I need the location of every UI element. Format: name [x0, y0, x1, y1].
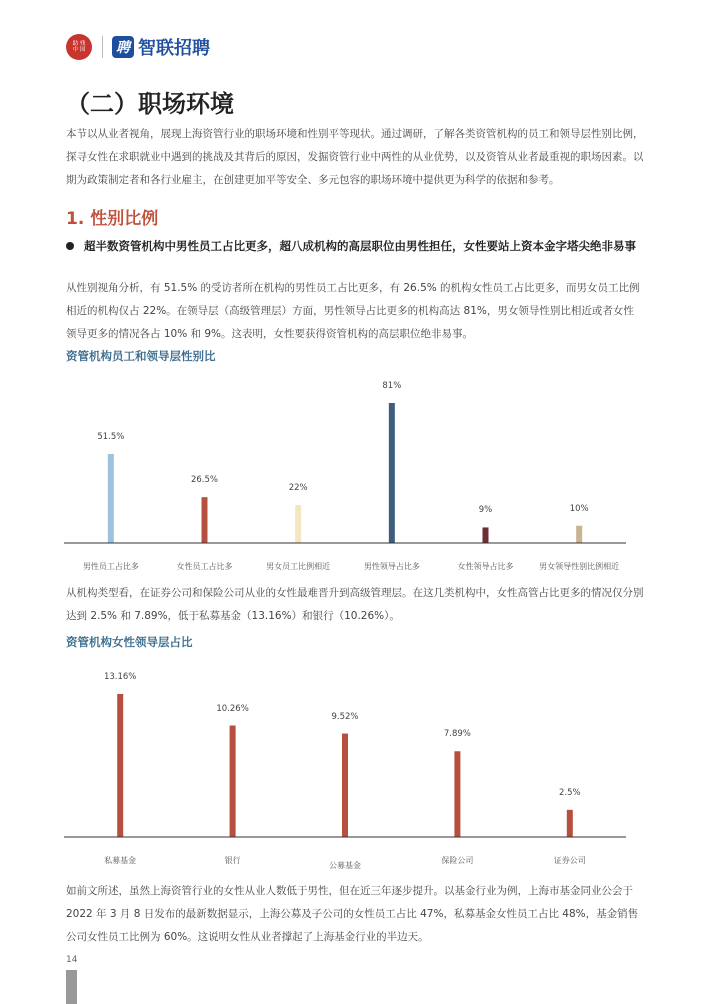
paragraph-3: 如前文所述，虽然上海资管行业的女性从业人数低于男性，但在近三年逐步提升。以基金行业为例，上海市基金同业公会于 2022 年 3 月 8 日发布的最新数据显示，上海公募及子公司的女性员工占比 47%，私募基金女性员工占比 48%，基金销售公司女性员工比例为 60%。这说明女性从业者撑起了上海基金行业的半边天。: [66, 885, 639, 943]
bar-value-label: 7.89%: [443, 729, 471, 740]
bar-value-label: 81%: [382, 381, 402, 391]
chart-bar: [454, 751, 460, 837]
category-label: 私募基金: [104, 856, 137, 865]
section-title: 1. 性别比例: [66, 209, 159, 229]
chart-canvas: [60, 368, 630, 580]
chart-bar: [117, 694, 123, 837]
category-label: 男性员工占比多: [82, 562, 139, 571]
category-label: 女性领导占比多: [457, 562, 514, 571]
page-number: 14: [66, 955, 78, 965]
bar-value-label: 2.5%: [558, 787, 581, 798]
category-label: 保险公司: [441, 856, 474, 865]
bullet-point: [66, 236, 644, 256]
category-label: 男性领导占比多: [363, 562, 420, 571]
paragraph-2: 从机构类型看，在证券公司和保险公司从业的女性最难晋升到高级管理层。在这几类机构中，女性高管占比更多的情况仅分别达到 2.5% 和 7.89%，低于私募基金（13.16%）和银行（10.26%）。: [66, 587, 644, 622]
chart-bar: [567, 810, 573, 837]
logo-divider: [102, 36, 103, 58]
bar-value-label: 22%: [288, 482, 308, 493]
chart-bar: [108, 454, 114, 543]
chart-bar: [295, 505, 301, 543]
chart2-title: 资管机构女性领导层占比: [66, 635, 193, 649]
bar-value-label: 10%: [569, 503, 589, 514]
chart1-title: 资管机构员工和领导层性别比: [66, 349, 216, 363]
chart-bar: [483, 527, 489, 543]
brand-mark-icon: 聘: [112, 36, 134, 58]
chart-canvas: [60, 654, 630, 872]
seal-text-bottom: 中 国: [72, 47, 86, 53]
chart-bar: [230, 726, 236, 837]
female-leadership-chart: [60, 654, 630, 872]
gender-ratio-chart: [60, 368, 630, 580]
chart-bar: [389, 403, 395, 543]
bar-value-label: 13.16%: [103, 672, 137, 682]
brand-name: 智联招聘: [138, 38, 210, 59]
category-label: 男女领导性别比例相近: [539, 562, 620, 571]
seal-logo: [66, 34, 92, 60]
category-label: 公募基金: [329, 861, 361, 870]
category-label: 银行: [224, 856, 241, 865]
page-tab-marker: [66, 970, 77, 1004]
bar-value-label: 51.5%: [97, 431, 125, 442]
category-label: 女性员工占比多: [176, 562, 233, 571]
page-title: （二）职场环境: [66, 90, 234, 118]
bar-value-label: 9%: [478, 505, 493, 516]
bullet-dot-icon: [66, 242, 74, 250]
category-label: 男女员工比例相近: [266, 562, 331, 571]
bullet-text: 超半数资管机构中男性员工占比更多，超八成机构的高层职位由男性担任，女性要站上资本金字塔尖绝非易事: [84, 239, 636, 253]
bar-value-label: 10.26%: [216, 703, 249, 714]
intro-paragraph: 本节以从业者视角，展现上海资管行业的职场环境和性别平等现状。通过调研，了解各类资管机构的员工和领导层性别比例，探寻女性在求职就业中遇到的挑战及其背后的原因，发掘资管行业中两性的从业优势，以及资管从业者最重视的职场因素。以期为政策制定者和各行业雇主，在创建更加平等安全、多元包容的职场环境中提供更为科学的依据和参考。: [66, 128, 644, 186]
bar-value-label: 9.52%: [331, 711, 359, 722]
bar-value-label: 26.5%: [190, 475, 219, 486]
brand-logo: [112, 34, 210, 60]
chart-bar: [576, 526, 582, 543]
header-logo-bar: [66, 32, 210, 62]
paragraph-1: 从性别视角分析，有 51.5% 的受访者所在机构的男性员工占比更多，有 26.5% 的机构女性员工占比更多，而男女员工比例相近的机构仅占 22%。在领导层（高级管理层）方面，男性领导占比更多的机构高达 81%，男女领导性别比相近或者女性领导更多的情况各占 10% 和 9%。这表明，女性要获得资管机构的高层职位绝非易事。: [66, 282, 640, 340]
category-label: 证券公司: [553, 856, 586, 865]
seal-text-top: 助 残: [72, 40, 86, 47]
chart-bar: [202, 497, 208, 543]
chart-bar: [342, 734, 348, 837]
